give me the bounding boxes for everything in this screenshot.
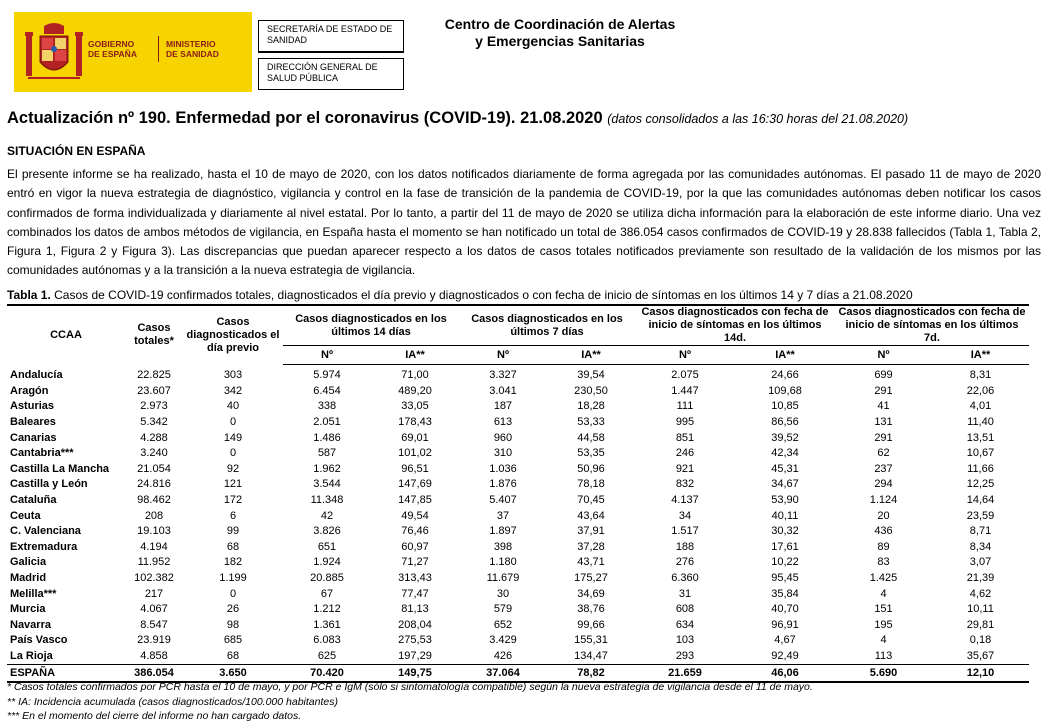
ccaa-cell: Castilla La Mancha [10, 462, 110, 475]
ccaa-cell: Extremadura [10, 540, 78, 553]
table-cell: 19.103 [137, 525, 171, 538]
footnote: *** En el momento del cierre del informe no han cargado datos. [7, 710, 302, 722]
table-cell: 11.952 [137, 556, 171, 569]
table-row [7, 571, 1029, 587]
table-cell: 851 [675, 431, 695, 444]
table-row [7, 462, 1029, 478]
ccaa-cell: Cantabria*** [10, 447, 74, 460]
table-cell: 313,43 [398, 572, 432, 585]
table-cell: 613 [493, 416, 513, 429]
table-cell: 11.679 [486, 572, 520, 585]
table-row [7, 384, 1029, 400]
table-cell: 1.876 [489, 478, 517, 491]
table-cell: 426 [493, 649, 513, 662]
table-cell: 35,67 [966, 649, 995, 662]
table-cell: 71,00 [401, 369, 429, 382]
table-cell: 217 [144, 587, 164, 600]
table-cell: 652 [493, 618, 513, 631]
table-cell: 67 [320, 587, 334, 600]
table-cell: 99 [226, 525, 240, 538]
table-cell: 92 [226, 462, 240, 475]
table-cell: 10,85 [771, 400, 799, 413]
table-cell: 44,58 [577, 431, 605, 444]
table-cell: 12,25 [966, 478, 995, 491]
ccaa-cell: Baleares [10, 416, 56, 429]
ccaa-cell: Murcia [10, 603, 46, 616]
table-cell: 33,05 [401, 400, 429, 413]
ccaa-cell: La Rioja [10, 649, 53, 662]
col-group-7d: Casos diagnosticados en los últimos 7 días [459, 305, 635, 346]
table-cell: 230,50 [574, 384, 608, 397]
table-cell: 21,39 [966, 572, 995, 585]
table-cell: 31 [678, 587, 692, 600]
col-n: Nº [635, 346, 735, 365]
col-ia: IA** [371, 346, 459, 365]
table-cell: 4,67 [774, 634, 796, 647]
table-cell: 62 [877, 447, 890, 460]
table-row [7, 540, 1029, 556]
ccaa-cell: Galicia [10, 556, 47, 569]
table-cell: 49,54 [401, 509, 429, 522]
table-cell: 18,28 [577, 400, 605, 413]
table-cell: 634 [675, 618, 695, 631]
table-cell: 92,49 [771, 649, 799, 662]
table-cell: 4.137 [671, 494, 699, 507]
table-row [7, 618, 1029, 634]
table-cell: 39,52 [771, 431, 799, 444]
table-cell: 26 [226, 603, 240, 616]
table-cell: 24.816 [137, 478, 171, 491]
table-cell: 23,59 [966, 509, 995, 522]
table-row [7, 555, 1029, 571]
table-row [7, 477, 1029, 493]
table-cell: 3.327 [489, 369, 517, 382]
table-cell: 40 [226, 400, 240, 413]
table-cell: 42,34 [771, 447, 799, 460]
table-cell: 208 [144, 509, 164, 522]
gobierno-label: GOBIERNO DE ESPAÑA [88, 39, 137, 59]
table-cell: 11,66 [967, 462, 994, 475]
table-cell: 111 [676, 400, 694, 413]
table-cell: 4.194 [140, 540, 168, 553]
table-cell: 81,13 [401, 603, 429, 616]
table-cell: 172 [223, 494, 243, 507]
footnotes [7, 680, 813, 724]
table-cell: 342 [223, 384, 243, 397]
table-cell: 11.348 [310, 494, 344, 507]
col-n: Nº [459, 346, 547, 365]
table-cell: 338 [317, 400, 337, 413]
table-cell: 1.924 [313, 556, 341, 569]
table-cell: 276 [675, 556, 695, 569]
table-cell: 182 [223, 556, 243, 569]
table-cell: 1.447 [671, 384, 699, 397]
table-cell: 34 [678, 509, 692, 522]
table-cell: 960 [493, 431, 513, 444]
table-cell: 8,34 [969, 540, 992, 553]
table-cell: 0 [229, 447, 237, 460]
table-cell: 310 [493, 447, 513, 460]
table-cell: 37,91 [577, 525, 605, 538]
table-cell: 3.826 [313, 525, 341, 538]
table-cell: 12,10 [932, 665, 1029, 682]
table-cell: 1.486 [313, 431, 341, 444]
table-cell: 699 [874, 369, 893, 382]
col-ia: IA** [932, 346, 1029, 365]
table-cell: 4,62 [969, 587, 992, 600]
table-cell: 40,11 [771, 509, 799, 522]
ccaa-cell: Castilla y León [10, 478, 88, 491]
table-cell: 151 [874, 603, 893, 616]
col-ia: IA** [547, 346, 635, 365]
table-cell: 70.420 [283, 665, 371, 682]
table-cell: 83 [877, 556, 890, 569]
ccaa-cell: Canarias [10, 431, 57, 444]
table-cell: 5.342 [140, 416, 168, 429]
table-cell: 109,68 [768, 384, 802, 397]
table-cell: 53,35 [577, 447, 605, 460]
table-cell: 147,69 [398, 478, 432, 491]
table-cell: 489,20 [398, 384, 432, 397]
col-n: Nº [835, 346, 932, 365]
table-cell: 45,31 [771, 462, 799, 475]
table-cell: 246 [675, 447, 695, 460]
table-cell: 1.897 [489, 525, 517, 538]
report-subtitle: (datos consolidados a las 16:30 horas del 21.08.2020) [607, 112, 909, 126]
table-cell: 2.051 [313, 416, 341, 429]
ccaa-cell: Andalucía [10, 369, 63, 382]
table-cell: 10,67 [966, 447, 995, 460]
table-cell: 3.041 [489, 384, 517, 397]
table-cell: 398 [493, 540, 513, 553]
table-cell: 37 [496, 509, 510, 522]
table-row [7, 524, 1029, 540]
table-cell: 131 [874, 416, 893, 429]
table-cell: 38,76 [577, 603, 605, 616]
table-cell: 78,82 [547, 665, 635, 682]
table-cell: 53,33 [577, 416, 605, 429]
ccaa-cell: Madrid [10, 572, 47, 585]
table-cell: 1.517 [671, 525, 699, 538]
table-cell: 8,71 [969, 525, 992, 538]
table-cell: 685 [223, 634, 243, 647]
col-ia: IA** [735, 346, 835, 365]
table-row [7, 586, 1029, 602]
table-cell: 293 [675, 649, 695, 662]
table-row [7, 430, 1029, 446]
table-cell: 113 [874, 649, 893, 662]
footnote: * Casos totales confirmados por PCR hasta el 10 de mayo, y por PCR e IgM (sólo si sintomatología compatible) según la nueva estrategia de vigilancia desde el 11 de mayo. [7, 681, 813, 693]
table-cell: 13,51 [966, 431, 995, 444]
table-cell: 195 [874, 618, 893, 631]
table-cell: 23.919 [137, 634, 171, 647]
section-heading: SITUACIÓN EN ESPAÑA [7, 144, 146, 158]
table-cell: 23.607 [137, 384, 171, 397]
table-cell: 197,29 [398, 649, 432, 662]
table-cell: 208,04 [398, 618, 432, 631]
table-cell: 3.240 [140, 447, 168, 460]
ccaa-cell: Ceuta [10, 509, 41, 522]
table-cell: 6.083 [313, 634, 341, 647]
table-row [7, 446, 1029, 462]
table-cell: 69,01 [401, 431, 429, 444]
table-cell: 155,31 [574, 634, 608, 647]
intro-paragraph: El presente informe se ha realizado, hasta el 10 de mayo de 2020, con los datos notificados diariamente de forma agregada por las comunidades autónomas. El pasado 11 de mayo de 2020 entró en vigor la nueva estrategia de diagnóstico, vigilancia y control en la fase de transición de la pandemia de COVID-19, por la que las comunidades autónomas deben notificar los casos confirmados de forma individualizada y diariamente al nivel estatal. Por lo tanto, a partir del 11 de mayo de 2020 se utiliza dicha información para la elaboración de este informe diario. Una vez combinados los datos de ambos métodos de vigilancia, en España hasta el momento se han notificado un total de 386.054 casos confirmados de COVID-19 y 28.838 fallecidos (Tabla 1, Tabla 2, Figura 1, Figura 2 y Figura 3). Las discrepancias que puedan aparecer respecto a los datos de casos totales notificados previamente son resultado de la validación de los mismos por las comunidades autónomas y a la transición a la nueva estrategia de vigilancia. [7, 167, 1041, 278]
logo-divider [158, 36, 159, 62]
table-cell: 99,66 [577, 618, 605, 631]
secretaria-box: SECRETARÍA DE ESTADO DE SANIDAD [258, 20, 404, 53]
table-cell: 291 [874, 431, 893, 444]
ccaa-cell: Asturias [10, 400, 55, 413]
table-cell: 14,64 [966, 494, 995, 507]
table-cell: 3,07 [969, 556, 992, 569]
table-cell: 103 [675, 634, 695, 647]
table-row [7, 493, 1029, 509]
table-row [7, 649, 1029, 665]
ministerio-label: MINISTERIO DE SANIDAD [166, 39, 219, 59]
table-cell: 95,45 [771, 572, 799, 585]
table-cell: 0 [229, 416, 237, 429]
table-cell: 20.885 [310, 572, 344, 585]
ccaa-cell: Melilla*** [10, 587, 57, 600]
table-cell: 294 [874, 478, 893, 491]
table-cell: 29,81 [966, 618, 995, 631]
table-cell: 1.199 [219, 572, 247, 585]
col-n: Nº [283, 346, 371, 365]
table-cell: 651 [317, 540, 337, 553]
table-cell: 10,11 [967, 603, 994, 616]
table-cell: 4 [880, 634, 887, 647]
table-cell: 46,06 [735, 665, 835, 682]
table-cell: 22.825 [137, 369, 171, 382]
table-cell: 237 [874, 462, 893, 475]
table-cell: 921 [675, 462, 695, 475]
table-cell: 1.425 [869, 572, 898, 585]
center-title: Centro de Coordinación de Alertas y Emergencias Sanitarias [444, 16, 676, 49]
table-cell: 832 [675, 478, 695, 491]
table-cell: 40,70 [771, 603, 799, 616]
table-cell: 37.064 [459, 665, 547, 682]
table-cell: 121 [223, 478, 243, 491]
table-cell: 6.454 [313, 384, 341, 397]
table-cell: 4.858 [140, 649, 168, 662]
table-cell: 60,97 [401, 540, 429, 553]
table-cell: 70,45 [577, 494, 605, 507]
table-cell: 68 [226, 540, 240, 553]
table-cell: 1.962 [313, 462, 341, 475]
table-cell: 8,31 [969, 369, 992, 382]
table-cell: 147,85 [398, 494, 432, 507]
table-cell: 134,47 [574, 649, 608, 662]
table-cell: 34,67 [771, 478, 799, 491]
table-cell: 1.180 [489, 556, 517, 569]
table-cell: 22,06 [966, 384, 995, 397]
table-cell: 42 [320, 509, 334, 522]
table-cell: 3.429 [489, 634, 517, 647]
table-cell: 149 [223, 431, 243, 444]
table-cell: 178,43 [398, 416, 432, 429]
table-cell: 0 [229, 587, 237, 600]
table-cell: 34,69 [577, 587, 605, 600]
table-cell: 5.974 [313, 369, 341, 382]
table-cell: 995 [675, 416, 695, 429]
ccaa-cell: Cataluña [10, 494, 57, 507]
table-cell: 96,51 [401, 462, 429, 475]
table-cell: 98.462 [137, 494, 171, 507]
table-cell: 35,84 [771, 587, 799, 600]
government-logo [14, 12, 252, 92]
table-cell: 6.360 [671, 572, 699, 585]
table-cell: 4.067 [140, 603, 168, 616]
col-group-sintomas-7d: Casos diagnosticados con fecha de inicio de síntomas en los últimos 7d. [835, 305, 1029, 346]
table-cell: 102.382 [134, 572, 174, 585]
table-cell: 5.407 [489, 494, 517, 507]
table-row [7, 415, 1029, 431]
table-cell: 1.124 [869, 494, 898, 507]
table-cell: 149,75 [371, 665, 459, 682]
table-cell: 68 [226, 649, 240, 662]
table-cell: 76,46 [401, 525, 429, 538]
table-cell: 175,27 [574, 572, 608, 585]
ccaa-cell: ESPAÑA [7, 665, 125, 682]
table-cell: 20 [877, 509, 890, 522]
report-title: Actualización nº 190. Enfermedad por el coronavirus (COVID-19). 21.08.2020 (datos consolidados a las 16:30 horas del 21.08.2020) [7, 109, 909, 127]
table-row [7, 399, 1029, 415]
table-cell: 39,54 [577, 369, 605, 382]
table-cell: 30 [496, 587, 510, 600]
table-cell: 587 [317, 447, 337, 460]
table-cell: 50,96 [577, 462, 605, 475]
table-cell: 1.036 [489, 462, 517, 475]
col-ccaa: CCAA [7, 305, 125, 365]
table-caption: Tabla 1. Casos de COVID-19 confirmados totales, diagnosticados el día previo y diagnosticados o con fecha de inicio de síntomas en los últimos 14 y 7 días a 21.08.2020 [7, 288, 913, 302]
table-cell: 86,56 [771, 416, 799, 429]
ccaa-cell: Navarra [10, 618, 51, 631]
ccaa-cell: Aragón [10, 384, 49, 397]
table-cell: 98 [226, 618, 240, 631]
table-cell: 436 [874, 525, 893, 538]
table-cell: 78,18 [577, 478, 605, 491]
table-cell: 24,66 [771, 369, 799, 382]
table-cell: 53,90 [771, 494, 799, 507]
table-cell: 303 [223, 369, 243, 382]
table-cell: 386.054 [125, 665, 183, 682]
col-casos-totales: Casos totales* [125, 305, 183, 365]
table-cell: 89 [877, 540, 890, 553]
table-cell: 37,28 [577, 540, 605, 553]
col-group-14d: Casos diagnosticados en los últimos 14 días [283, 305, 459, 346]
table-cell: 43,71 [577, 556, 605, 569]
table-row [7, 602, 1029, 618]
table-cell: 77,47 [401, 587, 429, 600]
table-cell: 4,01 [969, 400, 992, 413]
table-cell: 11,40 [967, 416, 994, 429]
table-cell: 21.659 [635, 665, 735, 682]
table-cell: 96,91 [771, 618, 799, 631]
table-cell: 30,32 [771, 525, 799, 538]
table-cell: 3.650 [183, 665, 283, 682]
table-cell: 17,61 [771, 540, 799, 553]
table-cell: 2.075 [671, 369, 699, 382]
table-cell: 579 [493, 603, 513, 616]
table-cell: 275,53 [398, 634, 432, 647]
ccaa-cell: País Vasco [10, 634, 68, 647]
table-cell: 4 [880, 587, 887, 600]
table-cell: 8.547 [140, 618, 168, 631]
table-cell: 1.361 [313, 618, 341, 631]
table-cell: 41 [877, 400, 890, 413]
table-cell: 21.054 [137, 462, 171, 475]
table-cell: 71,27 [401, 556, 429, 569]
table-row [7, 633, 1029, 649]
table-cell: 5.690 [835, 665, 932, 682]
table-cell: 188 [675, 540, 695, 553]
department-boxes [258, 20, 404, 95]
table-cell: 3.544 [313, 478, 341, 491]
table-cell: 101,02 [398, 447, 432, 460]
table-cell: 43,64 [577, 509, 605, 522]
table-cell: 2.973 [140, 400, 168, 413]
table-cell: 625 [317, 649, 337, 662]
direccion-box: DIRECCIÓN GENERAL DE SALUD PÚBLICA [258, 58, 404, 90]
col-group-sintomas-14d: Casos diagnosticados con fecha de inicio de síntomas en los últimos 14d. [635, 305, 835, 346]
table-row [7, 365, 1029, 384]
coat-of-arms-icon [24, 22, 84, 84]
table-cell: 0,18 [969, 634, 992, 647]
cases-table [7, 304, 1029, 683]
table-row [7, 508, 1029, 524]
col-dia-previo: Casos diagnosticados el día previo [183, 305, 283, 365]
footnote: ** IA: Incidencia acumulada (casos diagnosticados/100.000 habitantes) [7, 695, 338, 708]
table-cell: 291 [874, 384, 893, 397]
table-cell: 4.288 [140, 431, 168, 444]
table-cell: 608 [675, 603, 695, 616]
table-cell: 187 [493, 400, 513, 413]
table-cell: 10,22 [771, 556, 799, 569]
ccaa-cell: C. Valenciana [10, 525, 81, 538]
table-cell: 1.212 [313, 603, 341, 616]
table-cell: 6 [229, 509, 237, 522]
